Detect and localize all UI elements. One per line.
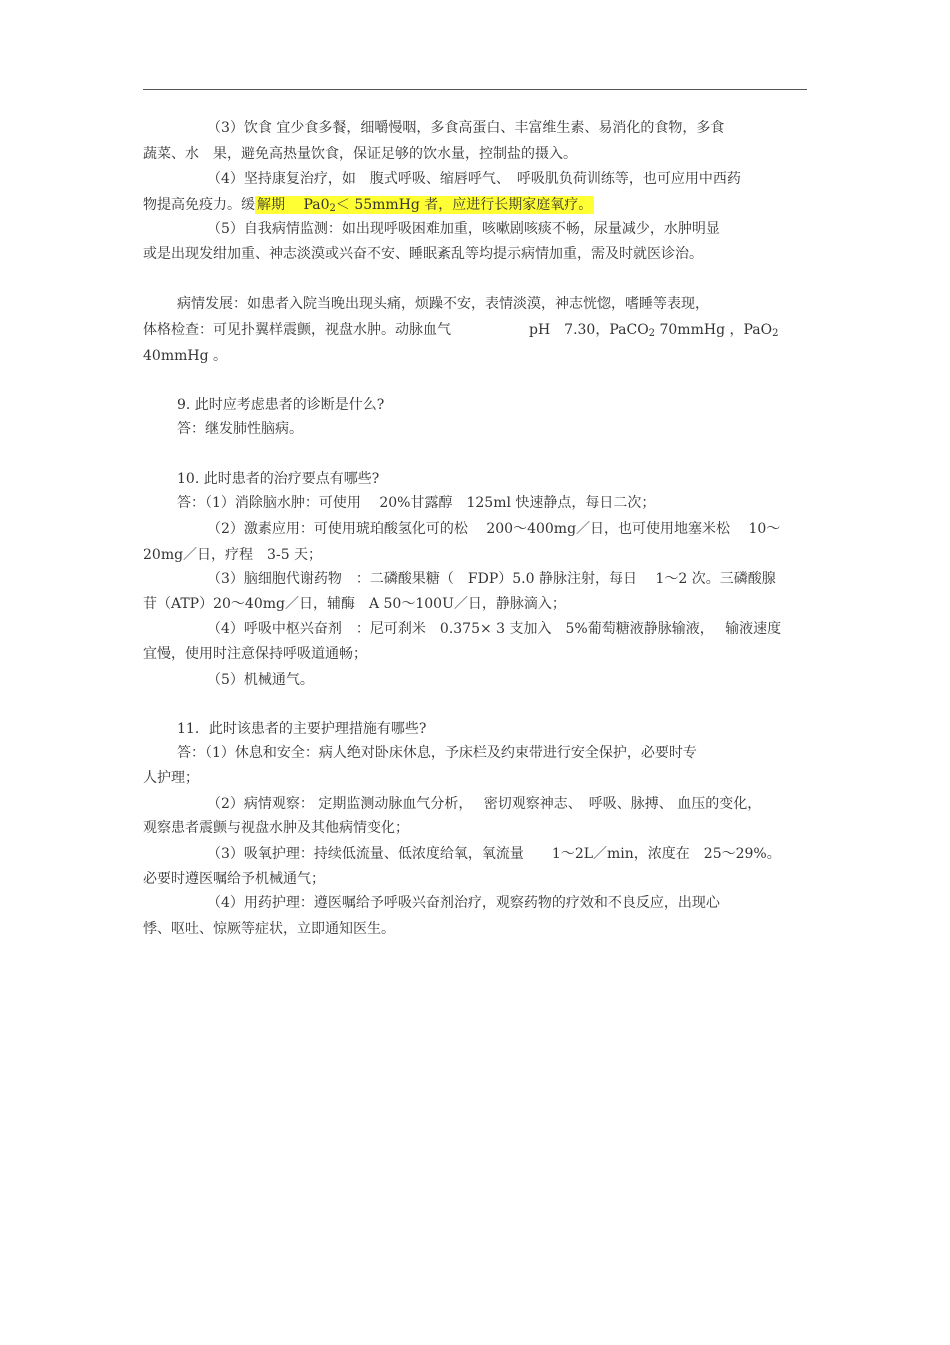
text-line: 病情发展：如患者入院当晚出现头痛，烦躁不安，表情淡漠，神志恍惚，嗜睡等表现， <box>177 296 709 312</box>
header-rule <box>143 89 807 90</box>
text-line: 40mmHg 。 <box>143 348 227 364</box>
answer-line: 宜慢，使用时注意保持呼吸道通畅； <box>143 646 367 662</box>
text-span: 体格检查：可见扑翼样震颤，视盘水肿。动脉血气 <box>143 322 451 338</box>
answer-line: 20mg／日，疗程 3-5 天； <box>143 547 323 563</box>
answer-line: （4）用药护理：遵医嘱给予呼吸兴奋剂治疗，观察药物的疗效和不良反应，出现心 <box>207 895 720 911</box>
answer-line: （3）脑细胞代谢药物 ：二磷酸果糖（ FDP）5.0 静脉注射，每日 1～2 次。三磷酸腺 <box>207 571 776 587</box>
text-line: （3）饮食 宜少食多餐，细嚼慢咽，多食高蛋白、丰富维生素、易消化的食物，多食 <box>207 120 725 136</box>
text-span: 解期 Pa0 <box>257 197 330 213</box>
answer-line: （2）激素应用：可使用琥珀酸氢化可的松 200～400mg／日，也可使用地塞米松 10～ <box>207 521 781 537</box>
answer-line: 人护理； <box>143 770 199 786</box>
answer-line: 必要时遵医嘱给予机械通气； <box>143 871 325 887</box>
highlight-mark <box>255 196 594 214</box>
text-span: 物提高免疫力。缓 <box>143 197 255 213</box>
text-line: （5）自我病情监测：如出现呼吸困难加重，咳嗽剧咳痰不畅，尿量减少，水肿明显 <box>207 221 720 237</box>
answer-line: （5）机械通气。 <box>207 672 314 688</box>
text-line <box>143 321 778 343</box>
answer-line: （2）病情观察： 定期监测动脉血气分析， 密切观察神志、 呼吸、脉搏、 血压的变化， <box>207 796 762 812</box>
text-line: 或是出现发绀加重、神志淡漠或兴奋不安、睡眠紊乱等均提示病情加重，需及时就医诊治。 <box>143 246 703 262</box>
question-9: 9. 此时应考虑患者的诊断是什么? <box>177 397 385 413</box>
subscript: 2 <box>648 328 656 339</box>
answer-line: 悸、呕吐、惊厥等症状，立即通知医生。 <box>143 921 395 937</box>
subscript: 2 <box>329 203 336 214</box>
text-line: （4）坚持康复治疗，如 腹式呼吸、缩唇呼气、 呼吸肌负荷训练等，也可应用中西药 <box>207 171 741 187</box>
answer-line: 答：（1）休息和安全：病人绝对卧床休息，予床栏及约束带进行安全保护，必要时专 <box>177 745 697 761</box>
text-line-highlighted <box>143 196 594 218</box>
text-span: ＜ 55mmHg 者，应进行长期家庭氧疗。 <box>335 197 593 213</box>
text-span: 70mmHg ，PaO <box>655 322 773 338</box>
text-line: 蔬菜、水 果，避免高热量饮食，保证足够的饮水量，控制盐的摄入。 <box>143 146 577 162</box>
subscript: 2 <box>772 328 779 339</box>
answer-line: （4）呼吸中枢兴奋剂 ：尼可刹米 0.375× 3 支加入 5%葡萄糖液静脉输液， 输液速度 <box>207 621 782 637</box>
answer-line: 答：（1）消除脑水肿：可使用 20%甘露醇 125ml 快速静点，每日二次； <box>177 495 656 511</box>
answer-line: 观察患者震颤与视盘水肿及其他病情变化； <box>143 820 409 836</box>
question-11: 11．此时该患者的主要护理措施有哪些? <box>177 721 427 737</box>
question-10: 10. 此时患者的治疗要点有哪些? <box>177 471 380 487</box>
answer-line: （3）吸氧护理：持续低流量、低浓度给氧，氧流量 1～2L／min，浓度在 25～29%。 <box>207 846 781 862</box>
answer-line: 苷（ATP）20～40mg／日，辅酶 A 50～100U／日，静脉滴入； <box>143 596 566 612</box>
text-span: pH 7.30，PaCO <box>529 322 649 338</box>
answer-9: 答：继发肺性脑病。 <box>177 421 303 437</box>
